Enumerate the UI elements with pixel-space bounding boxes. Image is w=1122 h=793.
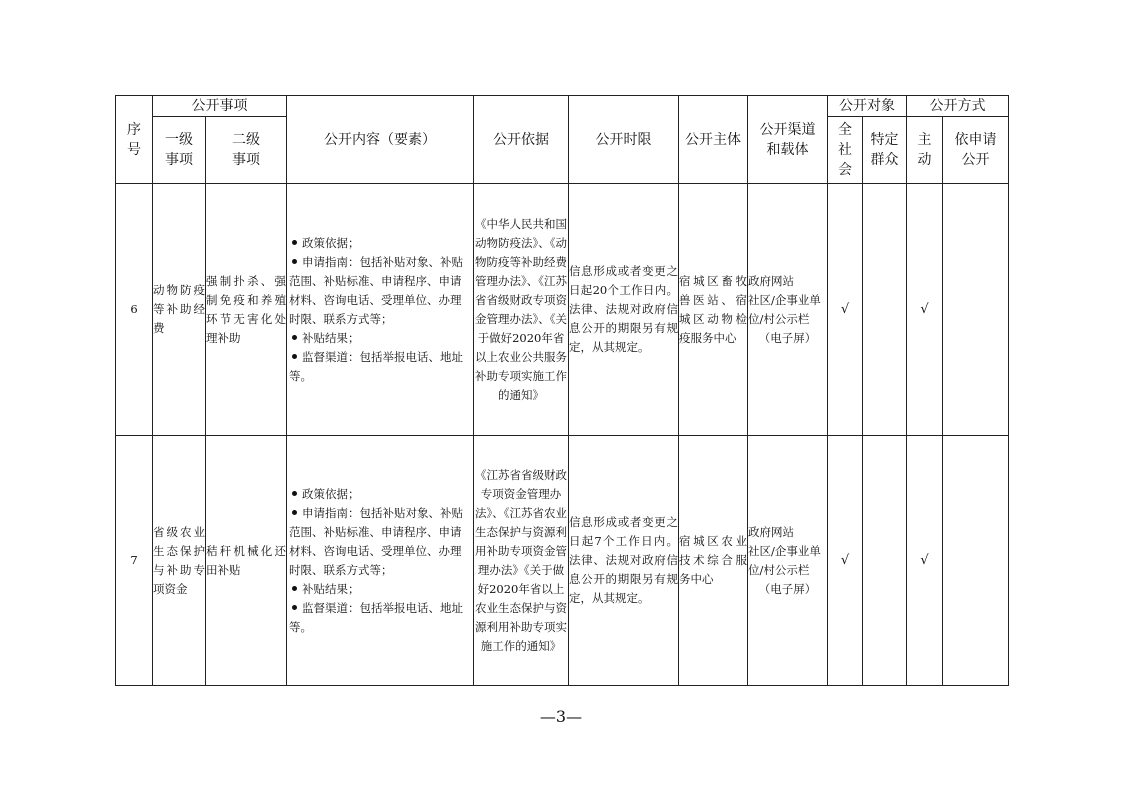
- header-basis: 公开依据: [474, 96, 569, 184]
- header-target: 公开对象: [828, 96, 907, 117]
- header-method-active: [907, 117, 943, 184]
- header-target-all-label: 全社会: [838, 122, 852, 178]
- row-basis: 《中华人民共和国动物防疫法》、《动物防疫等补助经费管理办法》、《江苏省省级财政专项资金管理办法》、《关于做好2020年省以上农业公共服务补助专项实施工作的通知》: [474, 184, 569, 436]
- bullet-icon: [292, 240, 297, 245]
- list-item: [289, 253, 471, 329]
- row-subject: 宿城区畜牧兽医站、宿城区动物检疫服务中心: [679, 184, 748, 436]
- row-index: 6: [116, 184, 153, 436]
- channel-line: 社区/企事业单位/村公示栏: [748, 543, 821, 577]
- content-text: 补贴结果；: [302, 330, 360, 345]
- channel-line: （电子屏）: [758, 330, 817, 345]
- row-level1: 省级农业生态保护与补助专项资金: [153, 436, 206, 686]
- content-text: 政策依据；: [302, 486, 360, 501]
- bullet-icon: [292, 354, 297, 359]
- header-channel: [748, 96, 828, 184]
- table-row: [116, 436, 1009, 686]
- header-level2: [206, 117, 287, 184]
- channel-line: 社区/企事业单位/村公示栏: [748, 292, 821, 326]
- row-time-limit: 信息形成或者变更之日起20个工作日内。法律、法规对政府信息公开的期限另有规定，从其规定。: [569, 184, 679, 436]
- list-item: [289, 348, 471, 386]
- header-target-specific-label: 特定群众: [870, 132, 899, 168]
- disclosure-table: [115, 95, 1009, 686]
- row-time-limit: 信息形成或者变更之日起7个工作日内。法律、法规对政府信息公开的期限另有规定，从其规定。: [569, 436, 679, 686]
- header-level2-label: 二级事项: [232, 132, 260, 168]
- row-content: [287, 184, 474, 436]
- table-row: [116, 184, 1009, 436]
- content-text: 监督渠道：包括举报电话、地址等。: [289, 600, 463, 634]
- header-target-specific: [863, 117, 907, 184]
- row-subject: 宿城区农业技术综合服务中心: [679, 436, 748, 686]
- bullet-icon: [292, 491, 297, 496]
- content-text: 申请指南：包括补贴对象、补贴范围、补贴标准、申请程序、申请材料、咨询电话、受理单位、办理时限、联系方式等；: [289, 505, 463, 577]
- list-item: [289, 599, 471, 637]
- row-request-check: [943, 184, 1009, 436]
- content-text: 监督渠道：包括举报电话、地址等。: [289, 349, 463, 383]
- header-public-items: 公开事项: [153, 96, 287, 117]
- header-level1-label: 一级事项: [165, 132, 193, 168]
- page-number: —3—: [539, 707, 583, 726]
- list-item: [289, 485, 471, 504]
- header-index-label: 序号: [127, 121, 141, 158]
- bullet-icon: [292, 259, 297, 264]
- bullet-icon: [292, 335, 297, 340]
- row-index: 7: [116, 436, 153, 686]
- header-method-active-label: 主动: [917, 132, 932, 168]
- channel-line: 政府网站: [748, 524, 794, 539]
- row-channel: [748, 436, 828, 686]
- row-level1: 动物防疫等补助经费: [153, 184, 206, 436]
- bullet-icon: [292, 586, 297, 591]
- row-level2: 强制扑杀、强制免疫和养殖环节无害化处理补助: [206, 184, 287, 436]
- header-method-request: [943, 117, 1009, 184]
- header-row-1: [116, 96, 1009, 117]
- content-text: 补贴结果；: [302, 581, 360, 596]
- list-item: [289, 329, 471, 348]
- bullet-icon: [292, 605, 297, 610]
- row-level2: 秸秆机械化还田补贴: [206, 436, 287, 686]
- list-item: [289, 580, 471, 599]
- list-item: [289, 504, 471, 580]
- row-active-check: √: [907, 436, 943, 686]
- row-channel: [748, 184, 828, 436]
- channel-line: （电子屏）: [758, 581, 817, 596]
- header-method-request-label: 依申请公开: [954, 132, 997, 168]
- list-item: [289, 234, 471, 253]
- header-content: 公开内容（要素）: [287, 96, 474, 184]
- header-index: [116, 96, 153, 184]
- row-all-society-check: √: [828, 184, 863, 436]
- header-level1: [153, 117, 206, 184]
- row-all-society-check: √: [828, 436, 863, 686]
- channel-line: 政府网站: [748, 273, 794, 288]
- header-channel-label: 公开渠道和载体: [759, 121, 816, 158]
- row-specific-check: [863, 184, 907, 436]
- header-target-all: [828, 117, 863, 184]
- header-subject: 公开主体: [679, 96, 748, 184]
- row-content: [287, 436, 474, 686]
- header-time-limit: 公开时限: [569, 96, 679, 184]
- content-text: 政策依据；: [302, 235, 360, 250]
- content-list: [287, 485, 473, 637]
- bullet-icon: [292, 510, 297, 515]
- header-method: 公开方式: [907, 96, 1009, 117]
- row-basis: 《江苏省省级财政专项资金管理办法》、《江苏省农业生态保护与资源利用补助专项资金管理办法》《关于做好2020年省以上农业生态保护与资源利用补助专项实施工作的通知》: [474, 436, 569, 686]
- row-specific-check: [863, 436, 907, 686]
- content-list: [287, 234, 473, 386]
- row-request-check: [943, 436, 1009, 686]
- row-active-check: √: [907, 184, 943, 436]
- content-text: 申请指南：包括补贴对象、补贴范围、补贴标准、申请程序、申请材料、咨询电话、受理单位、办理时限、联系方式等；: [289, 254, 463, 326]
